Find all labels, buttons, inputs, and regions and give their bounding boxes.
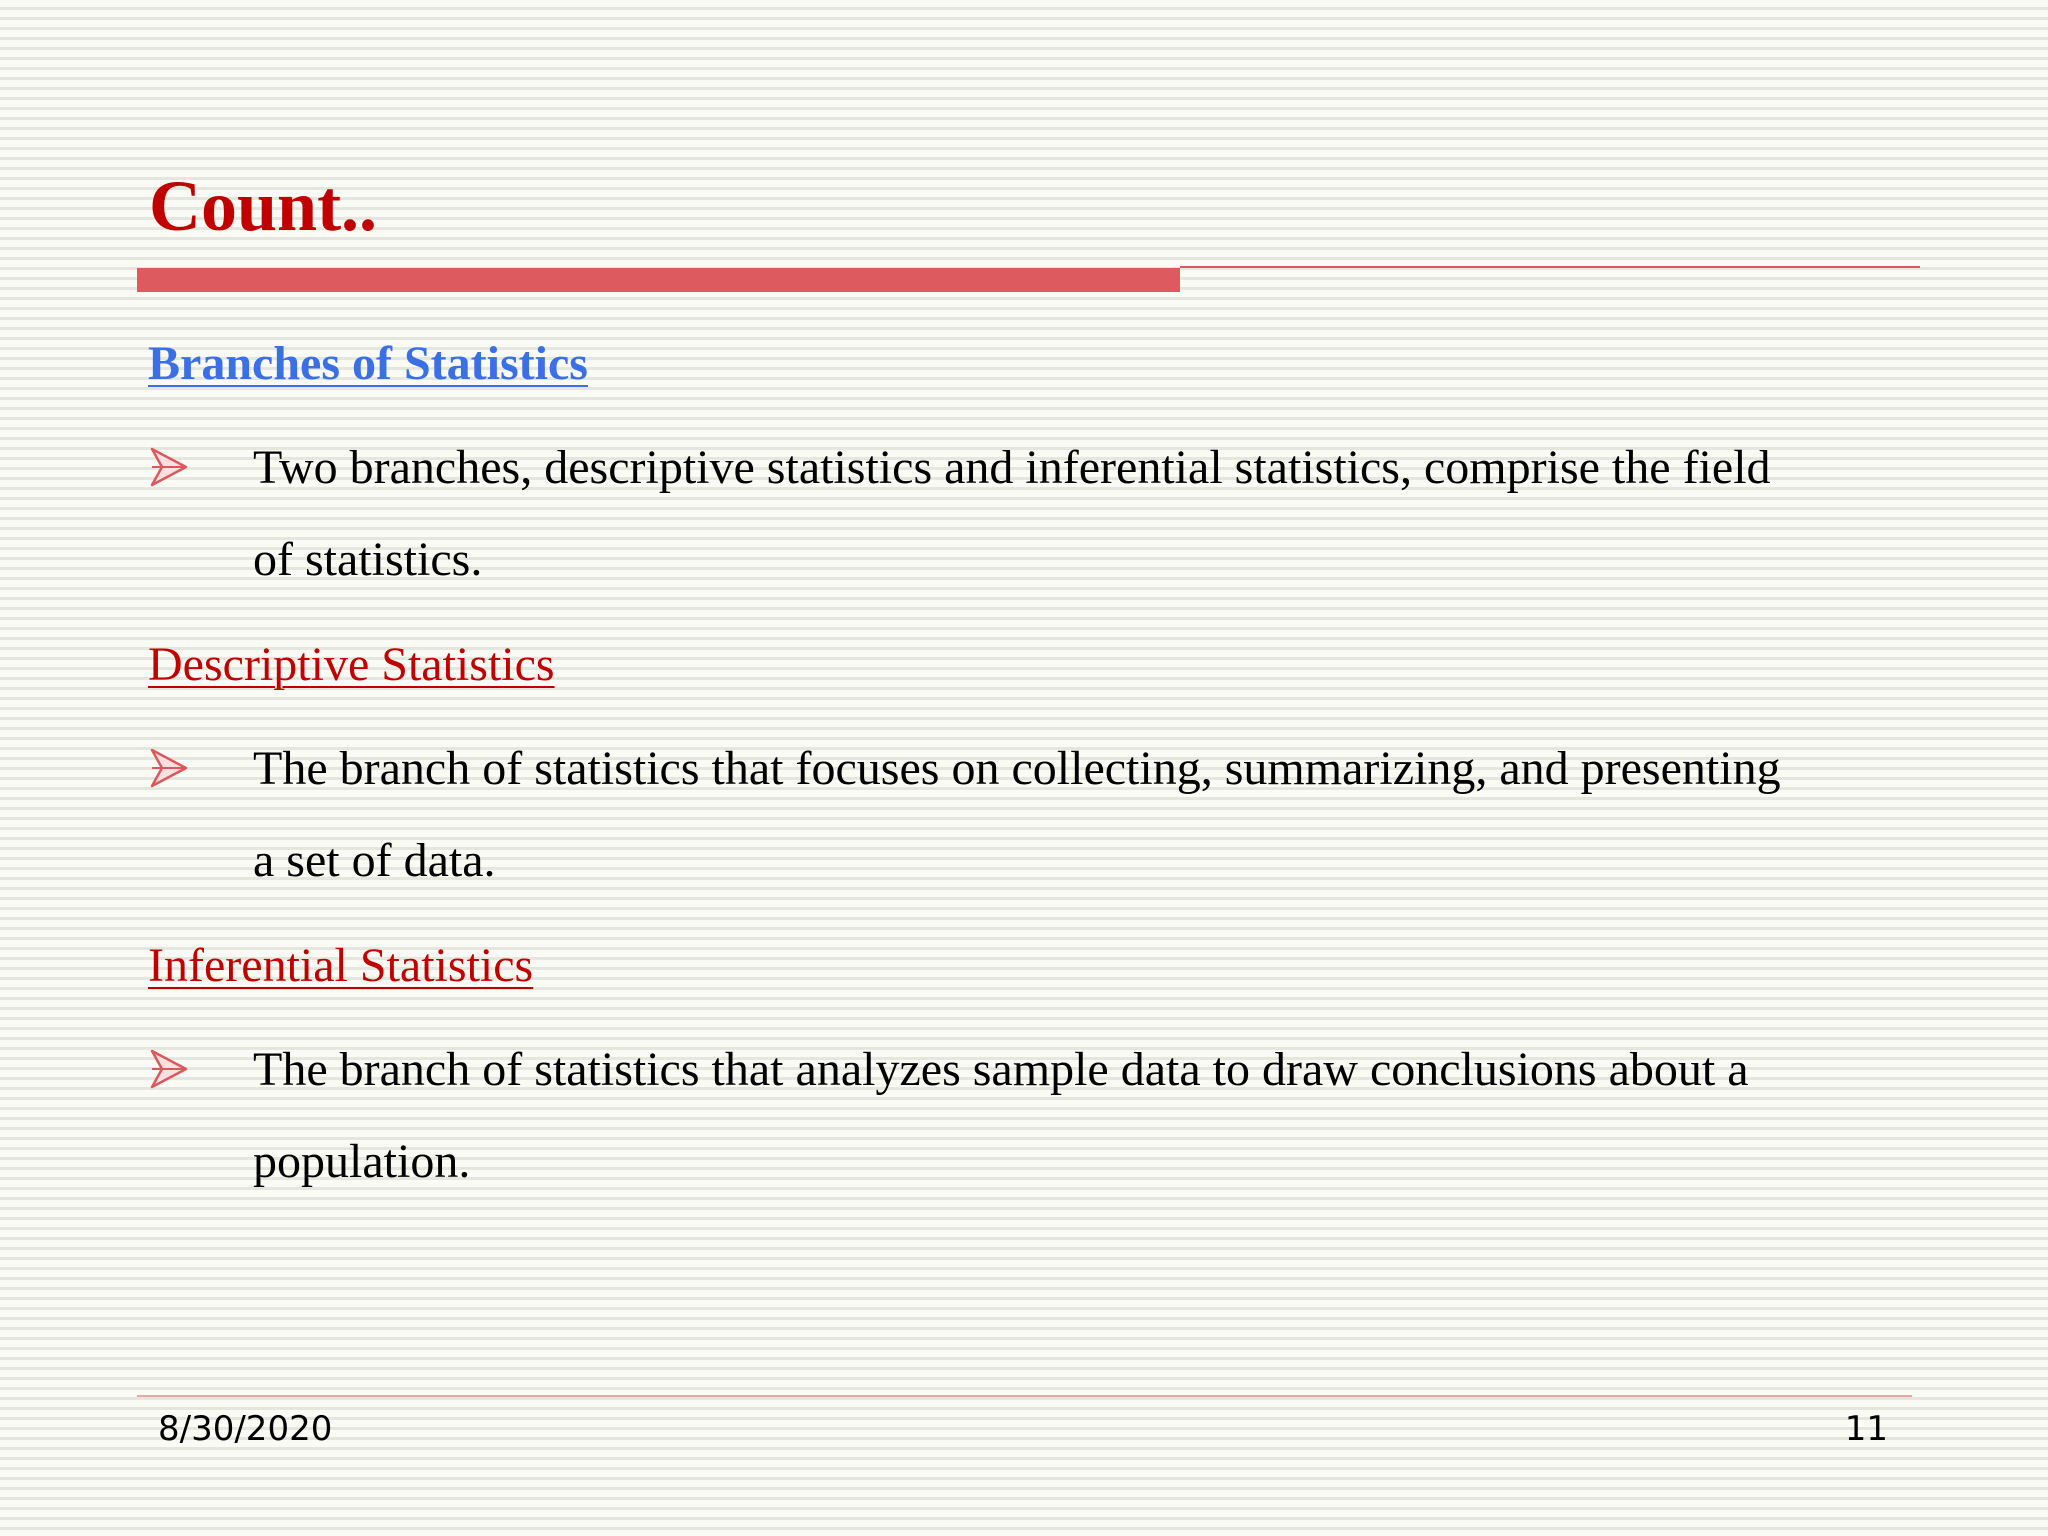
body-text-line: The branch of statistics that focuses on collecting, summarizing, and presenting: [253, 742, 1781, 795]
slide-title: Count..: [149, 166, 378, 246]
heading-branches-of-statistics[interactable]: Branches of Statistics: [148, 337, 588, 390]
body-text-line: Two branches, descriptive statistics and inferential statistics, comprise the field: [253, 441, 1771, 494]
arrow-bullet-icon: [150, 748, 188, 788]
title-accent-bar: [137, 268, 1180, 292]
page-number: 11: [1844, 1409, 1888, 1449]
footer-date: 8/30/2020: [158, 1409, 333, 1449]
body-text-line: The branch of statistics that analyzes sample data to draw conclusions about a: [253, 1043, 1749, 1096]
title-accent-line: [1180, 266, 1920, 268]
body-text-line: population.: [253, 1135, 471, 1188]
footer-divider: [137, 1395, 1912, 1397]
body-text-line: of statistics.: [253, 533, 483, 586]
body-text-line: a set of data.: [253, 834, 496, 887]
arrow-bullet-icon: [150, 447, 188, 487]
arrow-bullet-icon: [150, 1049, 188, 1089]
heading-descriptive-statistics[interactable]: Descriptive Statistics: [148, 638, 555, 691]
heading-inferential-statistics[interactable]: Inferential Statistics: [148, 939, 534, 992]
